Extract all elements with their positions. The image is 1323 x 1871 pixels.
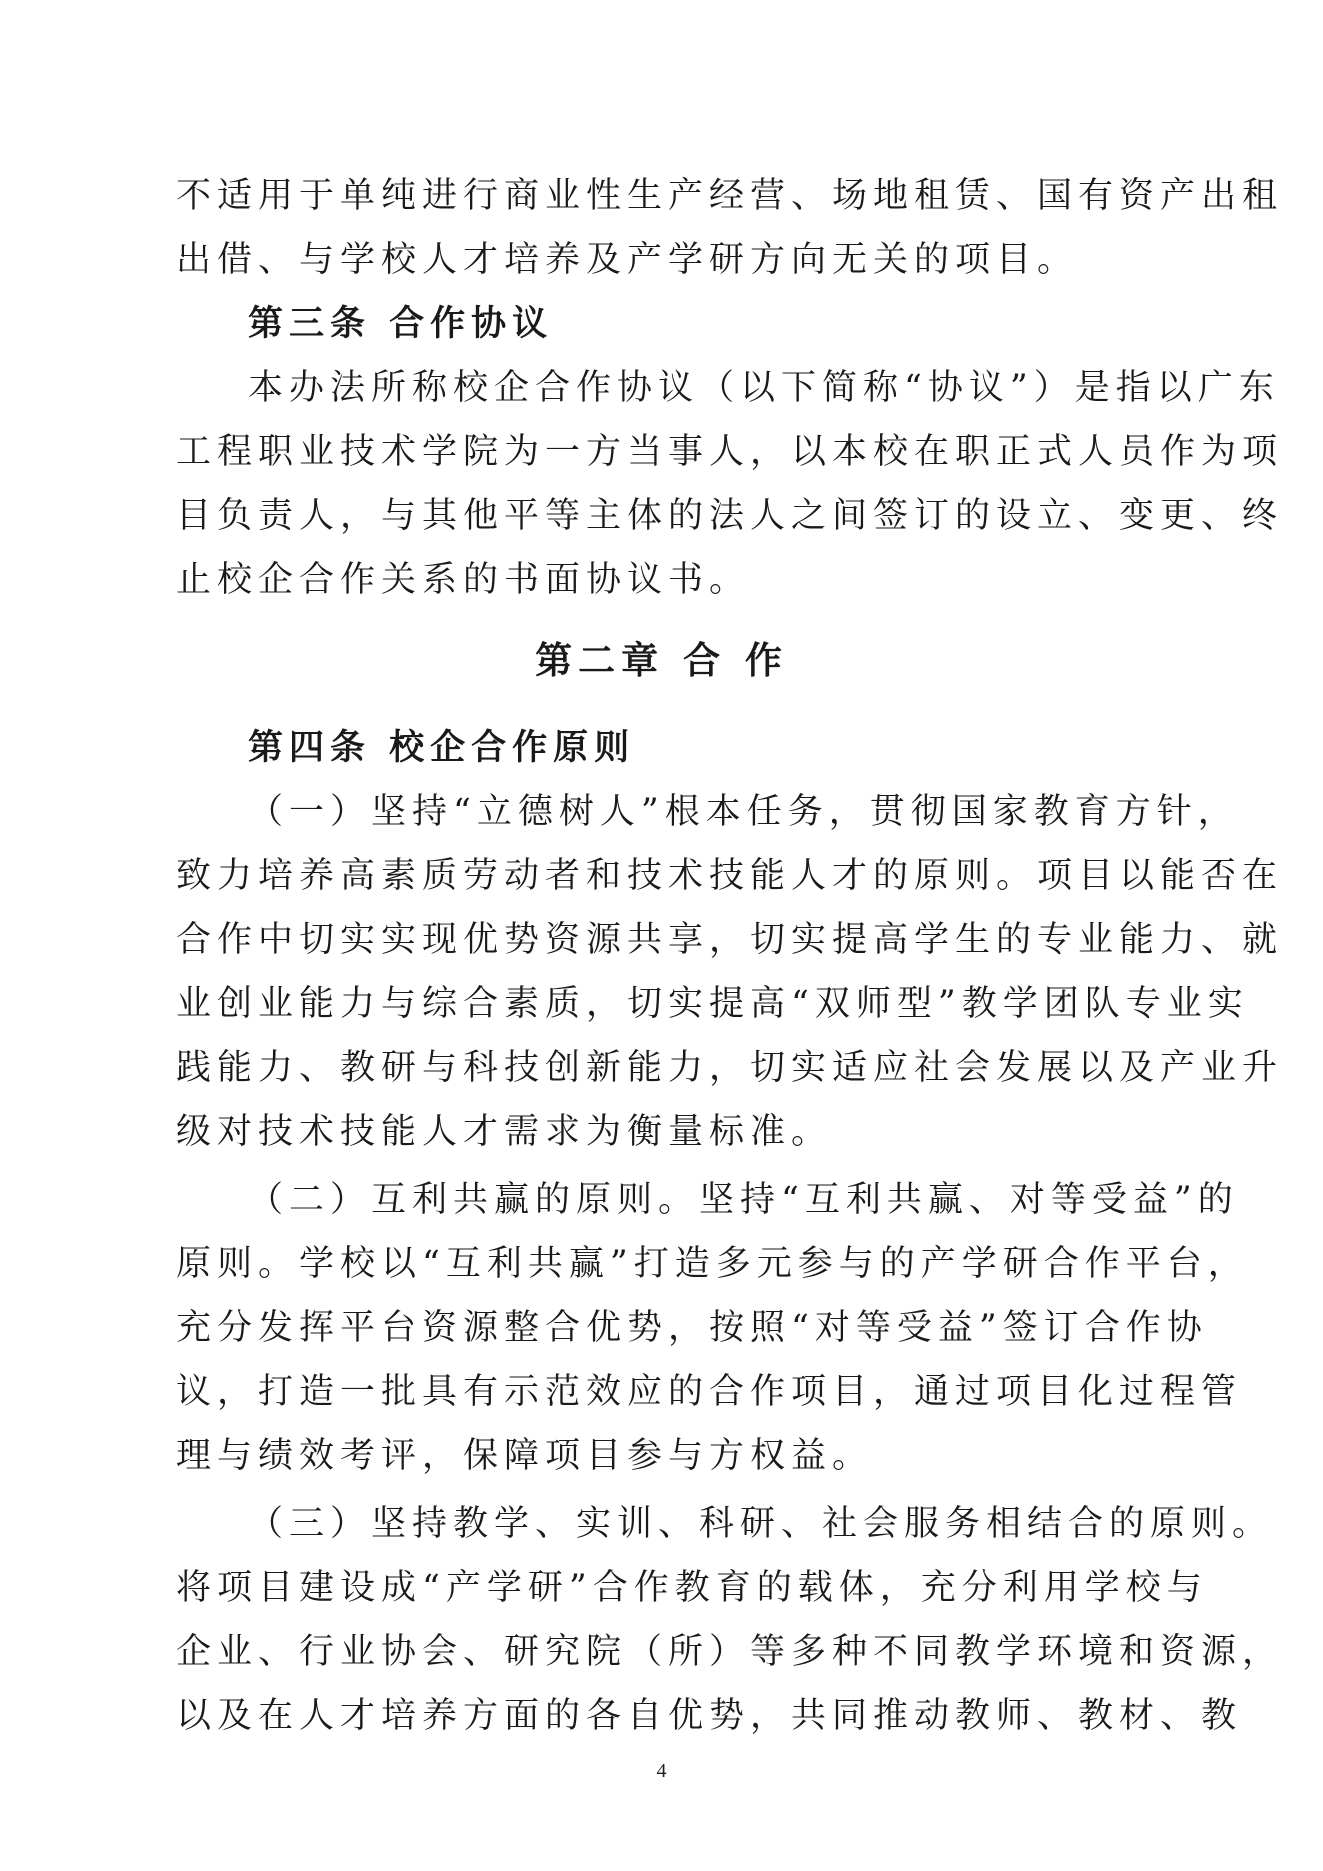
paragraph-line: 企业、行业协会、研究院（所）等多种不同教学环境和资源，	[176, 1632, 1284, 1672]
paragraph-line: 将项目建设成“产学研”合作教育的载体，充分利用学校与	[176, 1568, 1208, 1608]
paragraph-line: 原则。学校以“互利共赢”打造多元参与的产学研合作平台，	[176, 1244, 1249, 1284]
paragraph-line: 级对技术技能人才需求为衡量标准。	[176, 1112, 833, 1152]
paragraph-line: 出借、与学校人才培养及产学研方向无关的项目。	[176, 240, 1079, 280]
paragraph-line: 业创业能力与综合素质，切实提高“双师型”教学团队专业实	[176, 984, 1249, 1024]
page-number: 4	[656, 1760, 667, 1782]
paragraph-line: 本办法所称校企合作协议（以下简称“协议”）是指以广东	[248, 368, 1280, 408]
paragraph-line: 合作中切实实现优势资源共享，切实提高学生的专业能力、就	[176, 920, 1284, 960]
paragraph-line: 以及在人才培养方面的各自优势，共同推动教师、教材、教	[176, 1696, 1243, 1736]
paragraph-line: 工程职业技术学院为一方当事人，以本校在职正式人员作为项	[176, 432, 1284, 472]
paragraph-line: 践能力、教研与科技创新能力，切实适应社会发展以及产业升	[176, 1048, 1284, 1088]
article-4-title: 第四条 校企合作原则	[248, 727, 636, 768]
paragraph-line: 充分发挥平台资源整合优势，按照“对等受益”签订合作协	[176, 1308, 1208, 1348]
paragraph-line: 致力培养高素质劳动者和技术技能人才的原则。项目以能否在	[176, 856, 1284, 896]
paragraph-line: （二）互利共赢的原则。坚持“互利共赢、对等受益”的	[248, 1180, 1239, 1220]
paragraph-line: 议，打造一批具有示范效应的合作项目，通过项目化过程管	[176, 1372, 1243, 1412]
paragraph-line: 止校企合作关系的书面协议书。	[176, 560, 751, 600]
paragraph-line: 不适用于单纯进行商业性生产经营、场地租赁、国有资产出租	[176, 176, 1284, 216]
paragraph-line: （一）坚持“立德树人”根本任务，贯彻国家教育方针，	[248, 792, 1239, 832]
article-3-title: 第三条 合作协议	[248, 303, 554, 344]
chapter-2-heading: 第二章 合 作	[535, 638, 788, 682]
paragraph-line: 目负责人，与其他平等主体的法人之间签订的设立、变更、终	[176, 496, 1284, 536]
paragraph-line: 理与绩效考评，保障项目参与方权益。	[176, 1436, 874, 1476]
paragraph-line: （三）坚持教学、实训、科研、社会服务相结合的原则。	[248, 1504, 1274, 1544]
